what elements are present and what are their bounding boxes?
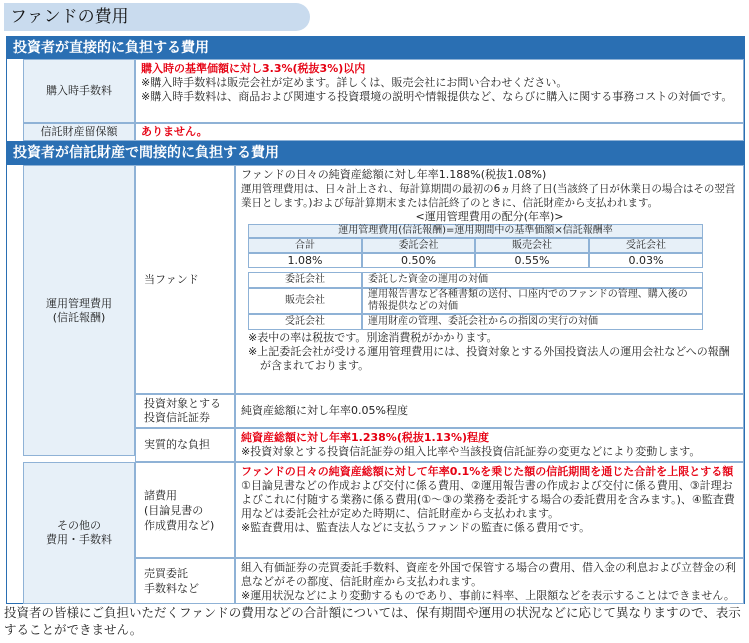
target-fund-label: 投資対象とする 投資信託証券 xyxy=(135,394,235,428)
alloc-header-total: 合計 xyxy=(248,238,362,253)
other-fees-label: その他の 費用・手数料 xyxy=(23,462,135,604)
target-fund-content xyxy=(235,394,744,428)
trust-reserve-content xyxy=(135,123,744,141)
alloc-value-total: 1.08% xyxy=(248,253,362,268)
purchase-fee-content xyxy=(135,59,744,123)
purchase-fee-headline: 購入時の基準価額に対し3.3%(税抜3%)以内 xyxy=(141,62,366,75)
allocation-table xyxy=(248,224,703,268)
role-desc: 委託した資金の運用の対価 xyxy=(362,272,703,288)
misc-expenses-headline: ファンドの日々の純資産総額に対して年率0.1%を乗じた額の信託期間を通じた合計を上限とする額 xyxy=(241,465,734,478)
mgmt-fee-label: 運用管理費用 (信託報酬) xyxy=(23,165,135,456)
role-desc: 運用報告書など各種書類の送付、口座内でのファンドの管理、購入後の情報提供などの対価 xyxy=(362,288,703,314)
purchase-fee-note-1: ※購入時手数料は販売会社が定めます。詳しくは、販売会社にお問い合わせください。 xyxy=(141,76,568,89)
fee-table xyxy=(6,36,745,604)
trading-fee-label: 売買委託 手数料など xyxy=(135,558,235,604)
page-title: ファンドの費用 xyxy=(4,3,310,31)
this-fund-note-2: ※上記委託会社が受ける運用管理費用には、投資対象とする外国投資法人の運用会社などへの報酬が含まれております。 xyxy=(248,345,730,372)
alloc-value-trustee: 0.03% xyxy=(589,253,703,268)
this-fund-content xyxy=(235,165,744,394)
alloc-header-distributor: 販売会社 xyxy=(475,238,589,253)
alloc-header-consignor: 委託会社 xyxy=(362,238,475,253)
indirect-cost-heading: 投資者が信託財産で間接的に負担する費用 xyxy=(7,141,744,165)
footer-note: 投資者の皆様にご負担いただくファンドの費用などの合計額については、保有期間や運用の状況などに応じて異なりますので、表示することができません。 xyxy=(4,605,741,637)
allocation-formula: 運用管理費用(信託報酬)=運用期間中の基準価額×信託報酬率 xyxy=(248,224,703,238)
alloc-value-consignor: 0.50% xyxy=(362,253,475,268)
role-name: 販売会社 xyxy=(248,288,362,314)
trading-fee-detail: 組入有価証券の売買委託手数料、資産を外国で保管する場合の費用、借入金の利息および立替金の利息などがその都度、信託財産から支払われます。 xyxy=(241,561,736,588)
alloc-value-distributor: 0.55% xyxy=(475,253,589,268)
misc-expenses-note: ※監査費用は、監査法人などに支払うファンドの監査に係る費用です。 xyxy=(241,521,591,534)
effective-burden-content xyxy=(235,428,744,462)
trust-reserve-label: 信託財産留保額 xyxy=(23,123,135,141)
this-fund-payment-note: 運用管理費用は、日々計上され、毎計算期間の最初の6ヵ月終了日(当該終了日が休業日の場合はその翌営業日とします。)および毎計算期末または信託終了のときに、信託財産から支払われます。 xyxy=(241,183,736,209)
purchase-fee-label: 購入時手数料 xyxy=(23,59,135,123)
trust-reserve-value: ありません。 xyxy=(141,125,208,138)
role-name: 受託会社 xyxy=(248,314,362,330)
effective-burden-headline: 純資産総額に対し年率1.238%(税抜1.13%)程度 xyxy=(241,431,490,444)
this-fund-label: 当ファンド xyxy=(135,165,235,394)
misc-expenses-detail: ①目論見書などの作成および交付に係る費用、②運用報告書の作成および交付に係る費用、③計理およびこれに付随する業務に係る費用(①～③の業務を委託する場合の委託費用を含みます。)、④監査費用などは委託会社が定めた時期に、信託財産から支払われます。 xyxy=(241,479,735,520)
effective-burden-note: ※投資対象とする投資信託証券の組入比率や当該投資信託証券の変更などにより変動します。 xyxy=(241,445,701,458)
target-fund-value: 純資産総額に対し年率0.05%程度 xyxy=(241,404,408,417)
role-table xyxy=(248,272,703,330)
effective-burden-label: 実質的な負担 xyxy=(135,428,235,462)
this-fund-note-1: ※表中の率は税抜です。別途消費税がかかります。 xyxy=(248,331,498,344)
allocation-title: <運用管理費用の配分(年率)> xyxy=(415,210,564,223)
misc-expenses-label: 諸費用 (目論見書の 作成費用など) xyxy=(135,462,235,558)
trading-fee-note: ※運用状況などにより変動するものであり、事前に料率、上限額などを表示することはできません。 xyxy=(241,589,735,602)
this-fund-rate: ファンドの日々の純資産総額に対し年率1.188%(税抜1.08%) xyxy=(241,168,547,181)
role-desc: 運用財産の管理、委託会社からの指図の実行の対価 xyxy=(362,314,703,330)
purchase-fee-note-2: ※購入時手数料は、商品および関連する投資環境の説明や情報提供など、ならびに購入に関する事務コストの対価です。 xyxy=(141,90,733,103)
misc-expenses-content xyxy=(235,462,744,558)
alloc-header-trustee: 受託会社 xyxy=(589,238,703,253)
role-name: 委託会社 xyxy=(248,272,362,288)
trading-fee-content xyxy=(235,558,744,604)
direct-cost-heading: 投資者が直接的に負担する費用 xyxy=(7,37,744,59)
